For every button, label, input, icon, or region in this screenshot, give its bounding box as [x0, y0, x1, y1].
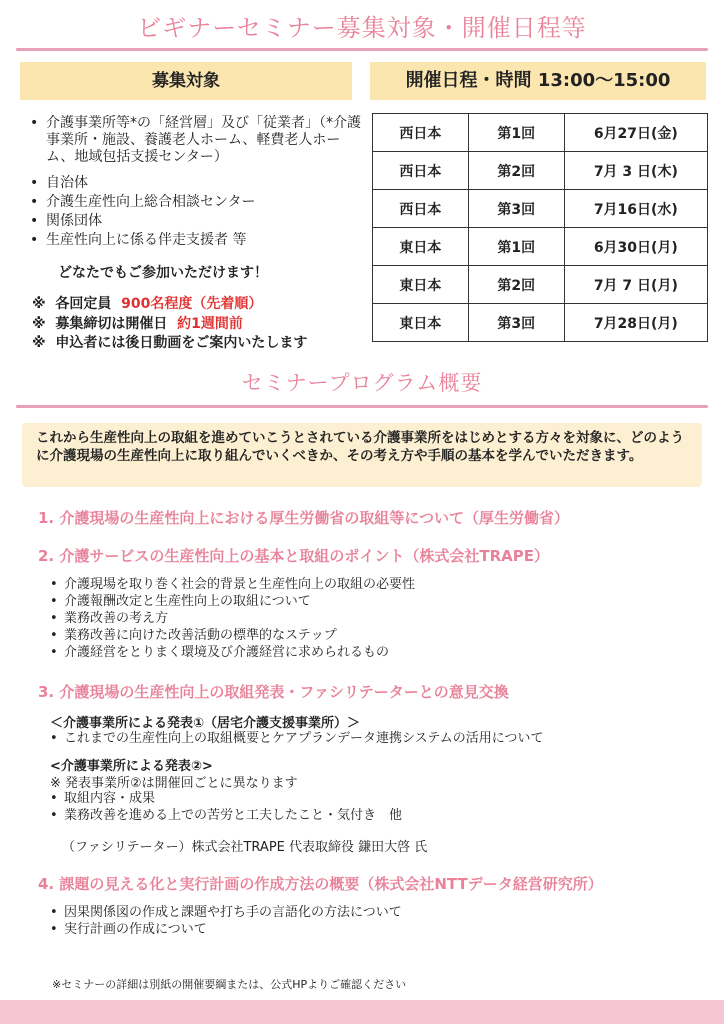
- facilitator-text: （ファシリテーター）株式会社TRAPE 代表取締役 鎌田大啓 氏: [62, 840, 428, 855]
- schedule-row: [373, 266, 708, 304]
- list-item: • 介護現場を取り巻く社会的背景と生産性向上の取組の必要性: [64, 576, 415, 593]
- title-divider: [16, 48, 708, 51]
- target-item: • 介護事業所等*の「経営層」及び「従業者」（*介護事業所・施設、養護老人ホーム、軽費老人ホーム、地域包括支援センター）: [46, 115, 362, 166]
- schedule-date: 7月 3 日(木): [564, 152, 707, 190]
- list-item: • 介護報酬改定と生産性向上の取組について: [64, 593, 311, 610]
- schedule-date: 6月27日(金): [564, 114, 707, 152]
- presentation-2-heading: <介護事業所による発表②>: [50, 759, 213, 774]
- schedule-date: 6月30日(月): [564, 228, 707, 266]
- target-item: • 介護生産性向上総合相談センター: [46, 194, 362, 211]
- schedule-session: 第3回: [468, 304, 564, 342]
- program-item-4-title: 4. 課題の見える化と実行計画の作成方法の概要（株式会社NTTデータ経営研究所）: [38, 875, 603, 893]
- schedule-row: [373, 152, 708, 190]
- list-item: • 業務改善に向けた改善活動の標準的なステップ: [64, 627, 337, 644]
- schedule-date: 7月16日(水): [564, 190, 707, 228]
- target-item: • 生産性向上に係る伴走支援者 等: [46, 232, 362, 249]
- footer-note: ※セミナーの詳細は別紙の開催要綱または、公式HPよりご確認ください: [52, 978, 407, 991]
- presentation-2-note: ※ 発表事業所②は開催回ごとに異なります: [50, 776, 298, 791]
- welcome-text: どなたでもご参加いただけます！: [58, 265, 268, 281]
- schedule-row: [373, 114, 708, 152]
- program-title: セミナープログラム概要: [241, 371, 483, 395]
- schedule-region: 東日本: [373, 266, 469, 304]
- schedule-session: 第1回: [468, 228, 564, 266]
- list-item: • 業務改善を進める上での苦労と工夫したこと・気付き 他: [64, 807, 402, 824]
- program-item-1-title: 1. 介護現場の生産性向上における厚生労働省の取組等について（厚生労働省）: [38, 509, 570, 527]
- list-item: • これまでの生産性向上の取組概要とケアプランデータ連携システムの活用について: [64, 730, 543, 747]
- list-item: • 取組内容・成果: [64, 790, 155, 807]
- schedule-session: 第3回: [468, 190, 564, 228]
- target-item: • 自治体: [46, 175, 362, 192]
- list-item: • 介護経営をとりまく環境及び介護経営に求められるもの: [64, 644, 389, 661]
- page-title: ビギナーセミナー募集対象・開催日程等: [137, 14, 587, 42]
- schedule-row: [373, 190, 708, 228]
- program-item-2-title: 2. 介護サービスの生産性向上の基本と取組のポイント（株式会社TRAPE）: [38, 547, 549, 565]
- presentation-1-heading: ＜介護事業所による発表①（居宅介護支援事業所）＞: [50, 716, 361, 731]
- deadline-note: ※ 募集締切は開催日 約1週間前: [32, 316, 243, 332]
- schedule-region: 西日本: [373, 152, 469, 190]
- list-item: • 因果関係図の作成と課題や打ち手の言語化の方法について: [64, 904, 402, 921]
- capacity-note: ※ 各回定員 900名程度（先着順）: [32, 296, 263, 312]
- schedule-session: 第1回: [468, 114, 564, 152]
- program-divider: [16, 405, 708, 408]
- schedule-region: 東日本: [373, 228, 469, 266]
- target-item: • 関係団体: [46, 213, 362, 230]
- schedule-region: 東日本: [373, 304, 469, 342]
- schedule-region: 西日本: [373, 190, 469, 228]
- schedule-table: [372, 113, 708, 342]
- schedule-date: 7月28日(月): [564, 304, 707, 342]
- schedule-session: 第2回: [468, 266, 564, 304]
- schedule-region: 西日本: [373, 114, 469, 152]
- schedule-heading: 開催日程・時間 13:00～15:00: [370, 62, 706, 100]
- program-item-3-title: 3. 介護現場の生産性向上の取組発表・ファシリテーターとの意見交換: [38, 683, 509, 701]
- footer-bar: [0, 1000, 724, 1024]
- list-item: • 業務改善の考え方: [64, 610, 168, 627]
- video-note: ※ 申込者には後日動画をご案内いたします: [32, 335, 308, 351]
- schedule-date: 7月 7 日(月): [564, 266, 707, 304]
- program-intro-box: [22, 423, 702, 487]
- schedule-row: [373, 304, 708, 342]
- list-item: • 実行計画の作成について: [64, 921, 207, 938]
- target-heading: 募集対象: [20, 62, 352, 100]
- program-intro-text: これから生産性向上の取組を進めていこうとされている介護事業所をはじめとする方々を対象に、どのように介護現場の生産性向上に取り組んでいくべきか、その考え方や手順の基本を学んでいただきます。: [36, 430, 684, 464]
- schedule-session: 第2回: [468, 152, 564, 190]
- schedule-row: [373, 228, 708, 266]
